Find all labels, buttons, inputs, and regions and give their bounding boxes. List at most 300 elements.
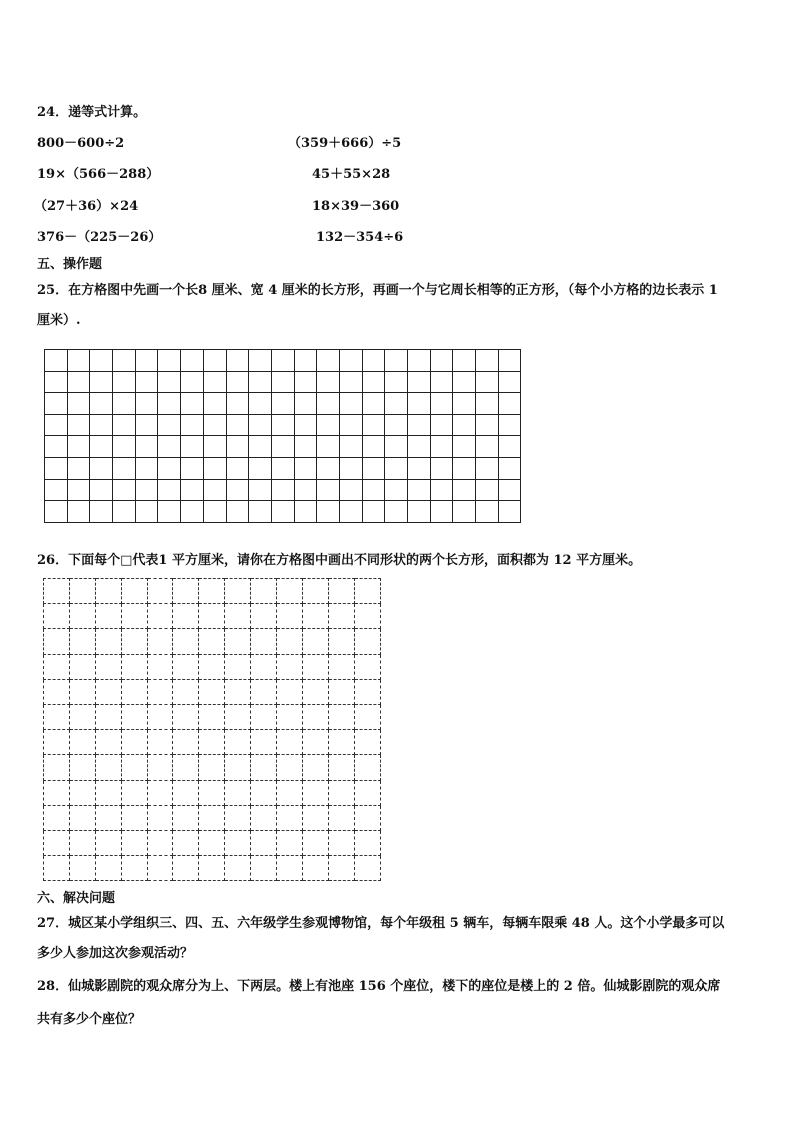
section-5-heading: 五、操作题 <box>37 257 103 272</box>
q26-grid-cell <box>251 856 277 881</box>
q25-grid-cell <box>339 371 362 393</box>
q25-grid-cell <box>385 371 408 393</box>
q26-grid-cell <box>225 704 251 729</box>
q25-grid-cell <box>339 350 362 372</box>
q25-grid-cell <box>453 414 476 436</box>
q26-grid-cell <box>277 704 303 729</box>
q26-grid-cell <box>173 830 199 855</box>
q25-grid-cell <box>90 436 113 458</box>
q25-grid-cell <box>294 414 317 436</box>
q25-grid-cell <box>408 436 431 458</box>
q26-grid-cell <box>225 755 251 780</box>
q25-grid-cell <box>385 414 408 436</box>
q26-grid-cell <box>173 755 199 780</box>
q25-grid-cell <box>362 479 385 501</box>
q25-grid-cell <box>249 501 272 523</box>
q25-grid-cell <box>158 414 181 436</box>
q26-grid-cell <box>302 629 328 654</box>
q26-grid-cell <box>147 604 173 629</box>
q26-grid-cell <box>69 730 95 755</box>
q25-grid-cell <box>453 371 476 393</box>
q25-grid-cell <box>430 501 453 523</box>
q25-grid-cell <box>181 501 204 523</box>
q26-grid-row <box>44 730 381 755</box>
q26-grid-cell <box>328 730 354 755</box>
q25-grid-cell <box>181 436 204 458</box>
q26-grid-cell <box>277 679 303 704</box>
q26-grid-cell <box>251 704 277 729</box>
q25-grid-cell <box>90 501 113 523</box>
q26-grid-cell <box>95 704 121 729</box>
q26-grid-cell <box>44 629 70 654</box>
q26-grid-row <box>44 755 381 780</box>
q25-grid-cell <box>90 457 113 479</box>
q26-grid-cell <box>173 579 199 604</box>
q26-grid-cell <box>44 679 70 704</box>
q26-grid-cell <box>95 730 121 755</box>
q26-grid-cell <box>302 856 328 881</box>
q26-grid-cell <box>173 654 199 679</box>
q25-grid-cell <box>408 393 431 415</box>
q25-grid-cell <box>294 436 317 458</box>
q26-grid-cell <box>251 780 277 805</box>
q26-grid-cell <box>121 780 147 805</box>
q26-grid-cell <box>277 755 303 780</box>
q26-grid-cell <box>302 654 328 679</box>
q26-grid-cell <box>121 730 147 755</box>
q24-expr-4: 45＋55×28 <box>312 167 391 182</box>
q26-grid-cell <box>199 780 225 805</box>
q26-grid-cell <box>69 755 95 780</box>
q26-grid-cell <box>121 805 147 830</box>
q26-grid-row <box>44 579 381 604</box>
q25-grid-cell <box>158 371 181 393</box>
q26-grid-cell <box>44 579 70 604</box>
q26-grid-cell <box>354 830 380 855</box>
q26-grid-cell <box>95 780 121 805</box>
q25-grid-row <box>45 457 521 479</box>
q25-grid-cell <box>430 436 453 458</box>
q25-grid-cell <box>90 414 113 436</box>
q25-grid-cell <box>226 479 249 501</box>
q26-grid-cell <box>95 679 121 704</box>
q25-grid-cell <box>271 457 294 479</box>
q26-grid-cell <box>121 856 147 881</box>
q26-grid-cell <box>95 805 121 830</box>
q25-grid-cell <box>476 436 499 458</box>
q26-grid-cell <box>354 704 380 729</box>
q25-grid-cell <box>113 501 136 523</box>
q25-grid-cell <box>385 393 408 415</box>
q26-grid-cell <box>44 654 70 679</box>
q26-grid-cell <box>251 730 277 755</box>
q25-grid-cell <box>113 393 136 415</box>
q25-grid-cell <box>135 350 158 372</box>
q26-grid-cell <box>277 730 303 755</box>
q25-grid-cell <box>362 457 385 479</box>
q25-grid-cell <box>408 371 431 393</box>
q26-grid-cell <box>173 679 199 704</box>
section-6-heading: 六、解决问题 <box>37 891 116 906</box>
q26-grid-cell <box>95 856 121 881</box>
q26-grid-cell <box>121 604 147 629</box>
q25-grid-table <box>44 349 521 523</box>
q25-grid-cell <box>317 501 340 523</box>
q25-grid-cell <box>362 414 385 436</box>
q26-grid-cell <box>251 830 277 855</box>
q26-grid-cell <box>225 856 251 881</box>
q25-grid-cell <box>339 479 362 501</box>
q24-expr-1: 800－600÷2 <box>37 136 125 151</box>
q26-grid-cell <box>199 629 225 654</box>
q25-grid-cell <box>476 479 499 501</box>
q25-grid-cell <box>430 414 453 436</box>
q25-grid-cell <box>113 371 136 393</box>
q25-grid-cell <box>135 501 158 523</box>
q26-grid-cell <box>302 730 328 755</box>
q26-grid-cell <box>277 780 303 805</box>
q25-grid-cell <box>45 393 68 415</box>
q25-grid-cell <box>67 414 90 436</box>
q26-grid-cell <box>328 604 354 629</box>
q25-grid-cell <box>249 414 272 436</box>
q25-grid-cell <box>498 501 521 523</box>
q25-grid-cell <box>498 350 521 372</box>
q25-grid-cell <box>294 371 317 393</box>
q26-grid-cell <box>69 604 95 629</box>
q26-grid-cell <box>302 704 328 729</box>
q25-grid-cell <box>362 501 385 523</box>
q26-grid-cell <box>173 805 199 830</box>
q25-grid-cell <box>67 371 90 393</box>
q26-grid-cell <box>277 629 303 654</box>
q25-grid-cell <box>135 436 158 458</box>
q25-grid-cell <box>317 371 340 393</box>
q26-grid-cell <box>328 579 354 604</box>
q25-grid-cell <box>385 350 408 372</box>
q25-grid-cell <box>271 501 294 523</box>
q26-grid-cell <box>302 805 328 830</box>
q26-grid-cell <box>328 830 354 855</box>
q26-grid-cell <box>95 604 121 629</box>
q26-grid-cell <box>173 704 199 729</box>
q25-grid-cell <box>90 479 113 501</box>
q25-grid-cell <box>430 479 453 501</box>
q25-grid-cell <box>271 479 294 501</box>
q26-grid-cell <box>199 579 225 604</box>
q25-grid-cell <box>453 479 476 501</box>
q25-grid-row <box>45 479 521 501</box>
q25-grid-cell <box>249 479 272 501</box>
q26-grid-cell <box>147 780 173 805</box>
q26-grid-cell <box>328 629 354 654</box>
q25-grid-cell <box>45 414 68 436</box>
q25-grid-cell <box>339 457 362 479</box>
q26-grid-cell <box>328 654 354 679</box>
q25-grid-cell <box>135 371 158 393</box>
q26-grid-cell <box>199 730 225 755</box>
q25-grid-cell <box>226 350 249 372</box>
q25-grid-cell <box>430 371 453 393</box>
q26-grid-cell <box>354 856 380 881</box>
q26-grid-cell <box>121 830 147 855</box>
q25-grid-cell <box>476 457 499 479</box>
q27-text-line1: 27．城区某小学组织三、四、五、六年级学生参观博物馆，每个年级租 5 辆车，每辆车限乘 48 人。这个小学最多可以 <box>37 916 725 931</box>
q26-grid-cell <box>44 830 70 855</box>
q26-grid-cell <box>95 755 121 780</box>
q26-grid-row <box>44 679 381 704</box>
q26-grid-cell <box>44 730 70 755</box>
q26-grid-cell <box>173 604 199 629</box>
q25-text-line1: 25．在方格图中先画一个长8 厘米、宽 4 厘米的长方形，再画一个与它周长相等的正方形，（每个小方格的边长表示 1 <box>37 283 718 298</box>
q26-grid-cell <box>69 704 95 729</box>
q25-grid-cell <box>113 479 136 501</box>
q26-grid-cell <box>69 579 95 604</box>
q25-grid-cell <box>181 371 204 393</box>
q26-text: 26．下面每个□代表1 平方厘米，请你在方格图中画出不同形状的两个长方形，面积都为 12 平方厘米。 <box>37 553 642 568</box>
q25-grid-cell <box>45 371 68 393</box>
q25-grid-cell <box>317 350 340 372</box>
q26-grid-cell <box>277 856 303 881</box>
q25-grid-cell <box>113 414 136 436</box>
q26-grid-row <box>44 704 381 729</box>
q25-grid-cell <box>67 479 90 501</box>
q26-grid-row <box>44 805 381 830</box>
q25-grid-cell <box>135 457 158 479</box>
q25-grid-cell <box>67 350 90 372</box>
q25-grid-cell <box>294 479 317 501</box>
q25-grid-cell <box>453 393 476 415</box>
q25-grid-cell <box>45 501 68 523</box>
q26-grid-cell <box>199 755 225 780</box>
q26-grid-row <box>44 856 381 881</box>
q25-grid-cell <box>476 350 499 372</box>
q25-grid-cell <box>498 436 521 458</box>
q24-expr-8: 132－354÷6 <box>316 230 404 245</box>
q25-grid-cell <box>408 457 431 479</box>
q25-grid-cell <box>498 479 521 501</box>
q26-grid-cell <box>173 856 199 881</box>
q26-grid-cell <box>328 856 354 881</box>
q26-grid-cell <box>69 654 95 679</box>
q25-grid-cell <box>317 414 340 436</box>
q26-grid-cell <box>277 654 303 679</box>
q26-grid-cell <box>147 629 173 654</box>
q25-grid-cell <box>453 501 476 523</box>
q26-grid-cell <box>95 830 121 855</box>
q25-grid-cell <box>498 371 521 393</box>
q26-grid-cell <box>251 579 277 604</box>
q26-grid-cell <box>225 730 251 755</box>
q25-grid-cell <box>158 457 181 479</box>
q26-grid-cell <box>95 629 121 654</box>
q26-grid-cell <box>328 704 354 729</box>
q25-grid-cell <box>294 501 317 523</box>
q28-text-line2: 共有多少个座位？ <box>37 1012 142 1027</box>
q26-grid-cell <box>251 629 277 654</box>
q26-grid-cell <box>354 679 380 704</box>
q26-grid-cell <box>121 579 147 604</box>
q25-grid-cell <box>294 350 317 372</box>
q25-grid-cell <box>498 457 521 479</box>
q25-grid-cell <box>90 393 113 415</box>
q26-grid-row <box>44 629 381 654</box>
q26-grid-cell <box>302 579 328 604</box>
q25-grid-cell <box>317 457 340 479</box>
q26-grid-cell <box>69 679 95 704</box>
q25-grid-cell <box>453 457 476 479</box>
q26-grid-cell <box>225 805 251 830</box>
q24-expr-2: （359＋666）÷5 <box>288 136 402 151</box>
q25-grid-cell <box>249 457 272 479</box>
q26-grid-cell <box>44 704 70 729</box>
q26-grid-cell <box>121 654 147 679</box>
q25-grid-row <box>45 436 521 458</box>
q26-grid-cell <box>302 780 328 805</box>
q25-grid-cell <box>67 457 90 479</box>
q25-grid-cell <box>135 479 158 501</box>
q25-grid-cell <box>158 350 181 372</box>
q26-grid-cell <box>354 805 380 830</box>
q26-grid-cell <box>121 679 147 704</box>
q26-grid-cell <box>147 856 173 881</box>
q25-grid-cell <box>249 393 272 415</box>
q26-grid-cell <box>225 679 251 704</box>
q26-grid <box>43 578 381 881</box>
q25-grid-cell <box>45 479 68 501</box>
q25-grid-cell <box>294 393 317 415</box>
q26-grid-cell <box>251 679 277 704</box>
q25-grid-cell <box>203 436 226 458</box>
q26-grid-cell <box>354 579 380 604</box>
q26-grid-cell <box>199 830 225 855</box>
q26-grid-cell <box>121 755 147 780</box>
q26-grid-cell <box>121 704 147 729</box>
q26-grid-cell <box>44 755 70 780</box>
q25-grid <box>44 349 521 523</box>
q26-grid-cell <box>44 805 70 830</box>
q26-grid-cell <box>277 805 303 830</box>
q26-grid-cell <box>302 679 328 704</box>
q26-grid-cell <box>354 654 380 679</box>
q25-grid-cell <box>408 414 431 436</box>
q26-grid-row <box>44 654 381 679</box>
q26-grid-cell <box>69 856 95 881</box>
q25-grid-cell <box>45 457 68 479</box>
q25-grid-cell <box>317 479 340 501</box>
q25-grid-cell <box>90 371 113 393</box>
q25-grid-cell <box>203 457 226 479</box>
q25-grid-cell <box>67 393 90 415</box>
q25-grid-cell <box>385 501 408 523</box>
q25-grid-cell <box>430 393 453 415</box>
q25-grid-cell <box>498 414 521 436</box>
q25-grid-cell <box>113 457 136 479</box>
q25-grid-cell <box>203 501 226 523</box>
q26-grid-cell <box>44 856 70 881</box>
q25-grid-cell <box>45 350 68 372</box>
q26-grid-cell <box>69 805 95 830</box>
q25-grid-row <box>45 501 521 523</box>
q25-grid-cell <box>226 414 249 436</box>
q25-grid-cell <box>158 479 181 501</box>
q26-grid-cell <box>251 654 277 679</box>
q25-grid-cell <box>408 350 431 372</box>
q26-grid-cell <box>95 579 121 604</box>
q26-grid-cell <box>354 780 380 805</box>
q26-grid-cell <box>199 679 225 704</box>
q25-grid-cell <box>339 436 362 458</box>
q26-grid-cell <box>225 604 251 629</box>
q26-grid-cell <box>199 856 225 881</box>
q25-grid-cell <box>385 479 408 501</box>
q26-grid-cell <box>225 579 251 604</box>
q25-grid-cell <box>226 371 249 393</box>
q25-grid-cell <box>203 414 226 436</box>
q25-grid-cell <box>362 436 385 458</box>
q26-grid-cell <box>277 579 303 604</box>
q25-grid-cell <box>45 436 68 458</box>
q26-grid-cell <box>147 679 173 704</box>
q25-grid-cell <box>476 393 499 415</box>
q25-grid-cell <box>226 436 249 458</box>
q26-grid-cell <box>69 830 95 855</box>
q25-grid-row <box>45 414 521 436</box>
q26-grid-cell <box>302 755 328 780</box>
q25-grid-cell <box>203 479 226 501</box>
q26-grid-cell <box>147 805 173 830</box>
q25-grid-row <box>45 371 521 393</box>
q26-grid-cell <box>302 830 328 855</box>
q25-grid-cell <box>158 501 181 523</box>
q26-grid-cell <box>173 780 199 805</box>
q26-grid-cell <box>147 730 173 755</box>
q26-grid-cell <box>199 604 225 629</box>
q28-text-line1: 28．仙城影剧院的观众席分为上、下两层。楼上有池座 156 个座位，楼下的座位是楼上的 2 倍。仙城影剧院的观众席 <box>37 979 721 994</box>
q25-grid-cell <box>453 436 476 458</box>
q26-grid-row <box>44 604 381 629</box>
q26-grid-cell <box>251 755 277 780</box>
q26-grid-cell <box>147 654 173 679</box>
q26-grid-cell <box>199 654 225 679</box>
q26-grid-cell <box>95 654 121 679</box>
q26-grid-cell <box>354 629 380 654</box>
q25-grid-cell <box>453 350 476 372</box>
q26-grid-cell <box>225 830 251 855</box>
q26-grid-cell <box>121 629 147 654</box>
q26-grid-cell <box>354 604 380 629</box>
q26-grid-row <box>44 830 381 855</box>
q25-grid-cell <box>339 393 362 415</box>
q25-grid-cell <box>476 501 499 523</box>
q26-grid-cell <box>147 704 173 729</box>
q26-grid-cell <box>277 830 303 855</box>
q25-grid-row <box>45 350 521 372</box>
q25-grid-cell <box>181 457 204 479</box>
q25-grid-cell <box>271 393 294 415</box>
q26-grid-cell <box>69 780 95 805</box>
q26-grid-cell <box>225 780 251 805</box>
q25-grid-cell <box>181 393 204 415</box>
q25-grid-cell <box>249 436 272 458</box>
q24-expr-5: （27＋36）×24 <box>34 199 139 214</box>
q25-grid-cell <box>271 371 294 393</box>
q26-grid-cell <box>199 704 225 729</box>
q26-grid-cell <box>147 755 173 780</box>
q25-grid-cell <box>408 501 431 523</box>
q25-grid-cell <box>385 436 408 458</box>
q26-grid-cell <box>69 629 95 654</box>
